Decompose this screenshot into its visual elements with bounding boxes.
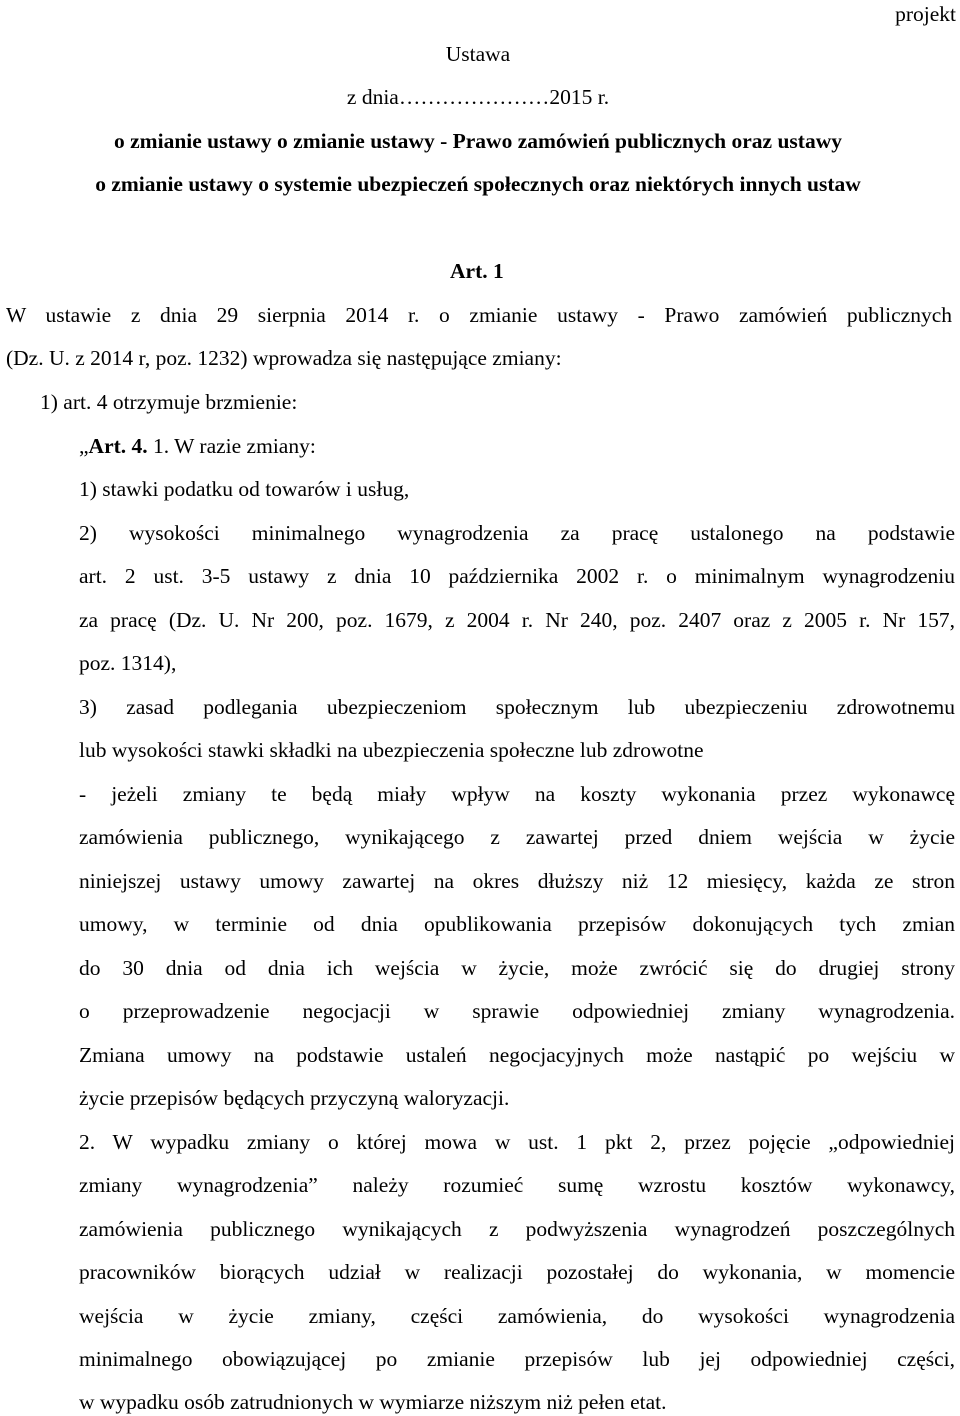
provision-line: zamówienia publicznego, wynikającego z zawartej przed dniem wejścia w życie — [79, 825, 955, 849]
article-1-intro-line-2: (Dz. U. z 2014 r, poz. 1232) wprowadza się następujące zmiany: — [6, 346, 562, 370]
provision-line: Zmiana umowy na podstawie ustaleń negocjacyjnych może nastąpić po wejściu w — [79, 1043, 955, 1067]
article-1-heading: Art. 1 — [450, 259, 504, 283]
provision-line: wejścia w życie zmiany, części zamówienia, do wysokości wynagrodzenia — [79, 1304, 955, 1328]
quoted-article-4-heading — [79, 436, 316, 458]
provision-line: pracowników biorących udział w realizacji pozostałej do wykonania, w momencie — [79, 1260, 955, 1284]
provision-line: 2. W wypadku zmiany o której mowa w ust. 1 pkt 2, przez pojęcie „odpowiedniej — [79, 1130, 955, 1154]
provision-line: za pracę (Dz. U. Nr 200, poz. 1679, z 2004 r. Nr 240, poz. 2407 oraz z 2005 r. Nr 157, — [79, 608, 955, 632]
amendment-item-1: 1) art. 4 otrzymuje brzmienie: — [40, 390, 298, 414]
provision-line: - jeżeli zmiany te będą miały wpływ na koszty wykonania przez wykonawcę — [79, 782, 955, 806]
provision-line: umowy, w terminie od dnia opublikowania przepisów dokonujących tych zmian — [79, 912, 955, 936]
provision-line: minimalnego obowiązującej po zmianie przepisów lub jej odpowiedniej części, — [79, 1347, 955, 1371]
article-1-intro-line-1: W ustawie z dnia 29 sierpnia 2014 r. o zmianie ustawy - Prawo zamówień publicznych — [6, 303, 952, 327]
provision-line: życie przepisów będących przyczyną waloryzacji. — [79, 1086, 510, 1110]
quoted-article-intro: 1. W razie zmiany: — [147, 434, 316, 458]
provision-line: poz. 1314), — [79, 651, 177, 675]
opening-quote-mark: „ — [79, 434, 89, 458]
provision-line: zmiany wynagrodzenia” należy rozumieć sumę wzrostu kosztów wykonawcy, — [79, 1173, 955, 1197]
provision-line: do 30 dnia od dnia ich wejścia w życie, może zwrócić się do drugiej strony — [79, 956, 955, 980]
document-title-line-1: o zmianie ustawy o zmianie ustawy - Prawo zamówień publicznych oraz ustawy — [114, 129, 842, 153]
provision-line: niniejszej ustawy umowy zawartej na okres dłuższy niż 12 miesięcy, każda ze stron — [79, 869, 955, 893]
document-title-line-2: o zmianie ustawy o systemie ubezpieczeń społecznych oraz niektórych innych ustaw — [95, 172, 861, 196]
quoted-article-number: Art. 4. — [88, 434, 148, 458]
provision-line: lub wysokości stawki składki na ubezpieczenia społeczne lub zdrowotne — [79, 738, 704, 762]
provision-line: o przeprowadzenie negocjacji w sprawie odpowiedniej zmiany wynagrodzenia. — [79, 999, 955, 1023]
draft-status-label: projekt — [895, 2, 956, 26]
provision-line: art. 2 ust. 3-5 ustawy z dnia 10 października 2002 r. o minimalnym wynagrodzeniu — [79, 564, 955, 588]
provision-line: w wypadku osób zatrudnionych w wymiarze niższym niż pełen etat. — [79, 1390, 667, 1414]
provision-line: 3) zasad podlegania ubezpieczeniom społecznym lub ubezpieczeniu zdrowotnemu — [79, 695, 955, 719]
provision-line: 1) stawki podatku od towarów i usług, — [79, 477, 410, 501]
provision-line: 2) wysokości minimalnego wynagrodzenia za pracę ustalonego na podstawie — [79, 521, 955, 545]
document-date: z dnia…………………2015 r. — [346, 85, 610, 109]
provision-line: zamówienia publicznego wynikających z podwyższenia wynagrodzeń poszczególnych — [79, 1217, 955, 1241]
document-type-heading: Ustawa — [445, 42, 511, 66]
